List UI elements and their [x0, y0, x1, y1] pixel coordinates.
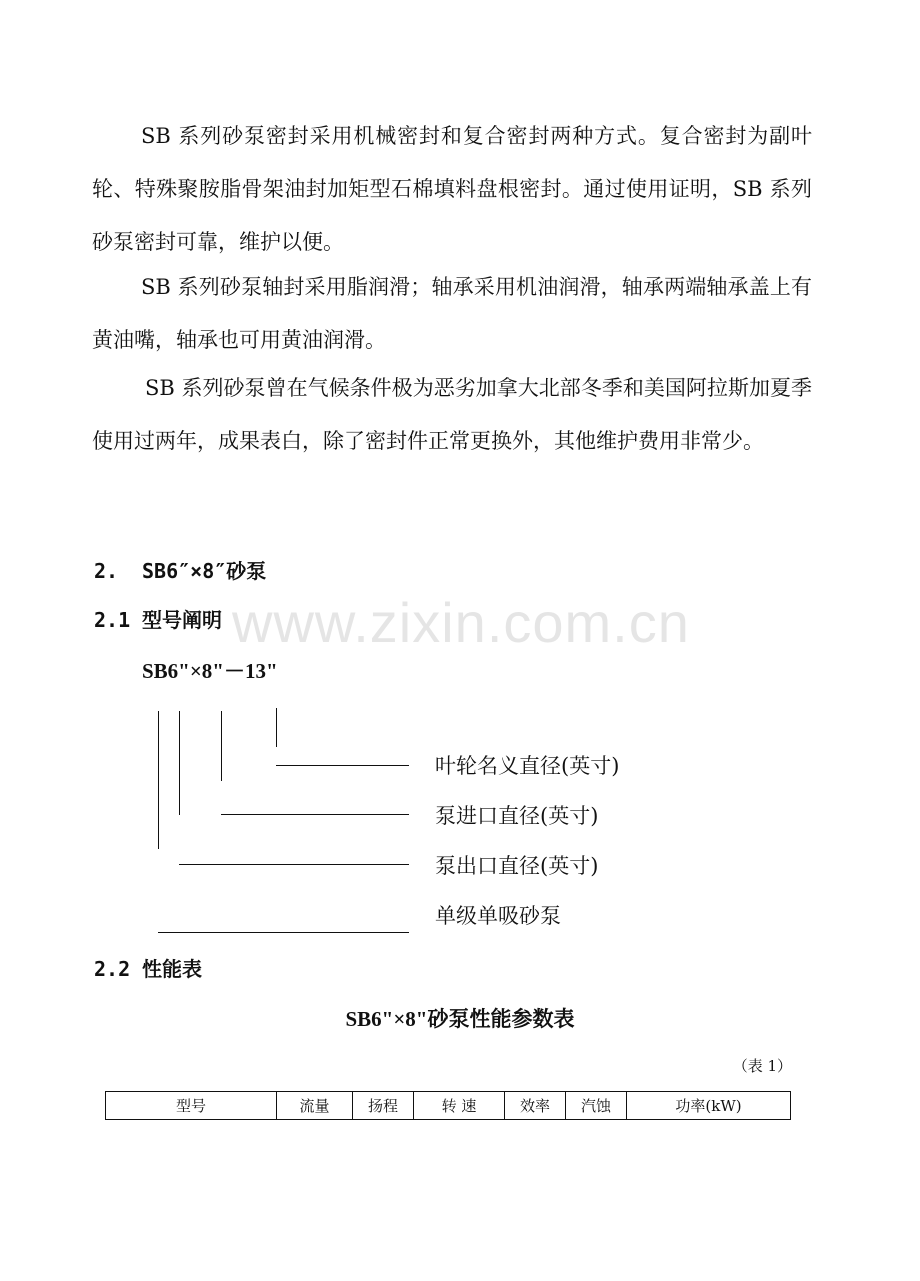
header-cell-npsh: 汽蚀 [566, 1092, 627, 1120]
paragraph-seal: SB 系列砂泵密封采用机械密封和复合密封两种方式。复合密封为副叶轮、特殊聚胺脂骨架油封加矩型石棉填料盘根密封。通过使用证明，SB 系列砂泵密封可靠，维护以便。 [92, 124, 812, 254]
section-number: 2.1 [94, 608, 131, 632]
diagram-line-outlet [179, 864, 409, 865]
section-title: 性能表 [142, 957, 202, 981]
diagram-line-type [158, 932, 409, 933]
header-cell-head: 扬程 [353, 1092, 414, 1120]
table-number: （表 1） [732, 1057, 792, 1075]
section-title: SB6″×8″砂泵 [142, 559, 267, 583]
section-number: 2.2 [94, 957, 131, 981]
section-heading-2-1 [94, 605, 222, 635]
paragraph-lubrication: SB 系列砂泵轴封采用脂润滑；轴承采用机油润滑，轴承两端轴承盖上有黄油嘴，轴承也可用黄油润滑。 [92, 275, 812, 352]
section-number: 2. [94, 559, 119, 583]
section-heading-2-2 [94, 954, 202, 984]
header-cell-model: 型号 [106, 1092, 277, 1120]
header-cell-speed: 转 速 [414, 1092, 505, 1120]
header-cell-power: 功率(kW) [627, 1092, 791, 1120]
header-cell-flow: 流量 [277, 1092, 353, 1120]
diagram-line-impeller-vertical [276, 708, 277, 747]
diagram-line-inlet [221, 814, 409, 815]
section-heading-2 [94, 556, 266, 586]
diagram-line-outlet-vertical [179, 711, 180, 815]
paragraph-field-use [92, 362, 812, 468]
model-code: SB6"×8"－13" [142, 659, 278, 683]
header-cell-efficiency: 效率 [505, 1092, 566, 1120]
legend-inlet-diameter: 泵进口直径(英寸) [435, 804, 599, 828]
table-header-row [106, 1092, 791, 1120]
paragraph-field-use-text: SB 系列砂泵曾在气候条件极为恶劣加拿大北部冬季和美国阿拉斯加夏季使用过两年，成果表白，除了密封件正常更换外，其他维护费用非常少。 [92, 376, 812, 453]
legend-outlet-diameter: 泵出口直径(英寸) [435, 854, 599, 878]
watermark: www.zixin.com.cn [232, 591, 690, 654]
legend-pump-type: 单级单吸砂泵 [435, 904, 561, 928]
section-title: 型号阐明 [142, 608, 222, 632]
legend-impeller-diameter: 叶轮名义直径(英寸) [435, 754, 620, 778]
table-title: SB6"×8"砂泵性能参数表 [345, 1007, 575, 1031]
diagram-line-inlet-vertical [221, 711, 222, 781]
diagram-line-impeller [276, 765, 409, 766]
diagram-line-type-vertical [158, 711, 159, 849]
performance-table [105, 1091, 791, 1120]
